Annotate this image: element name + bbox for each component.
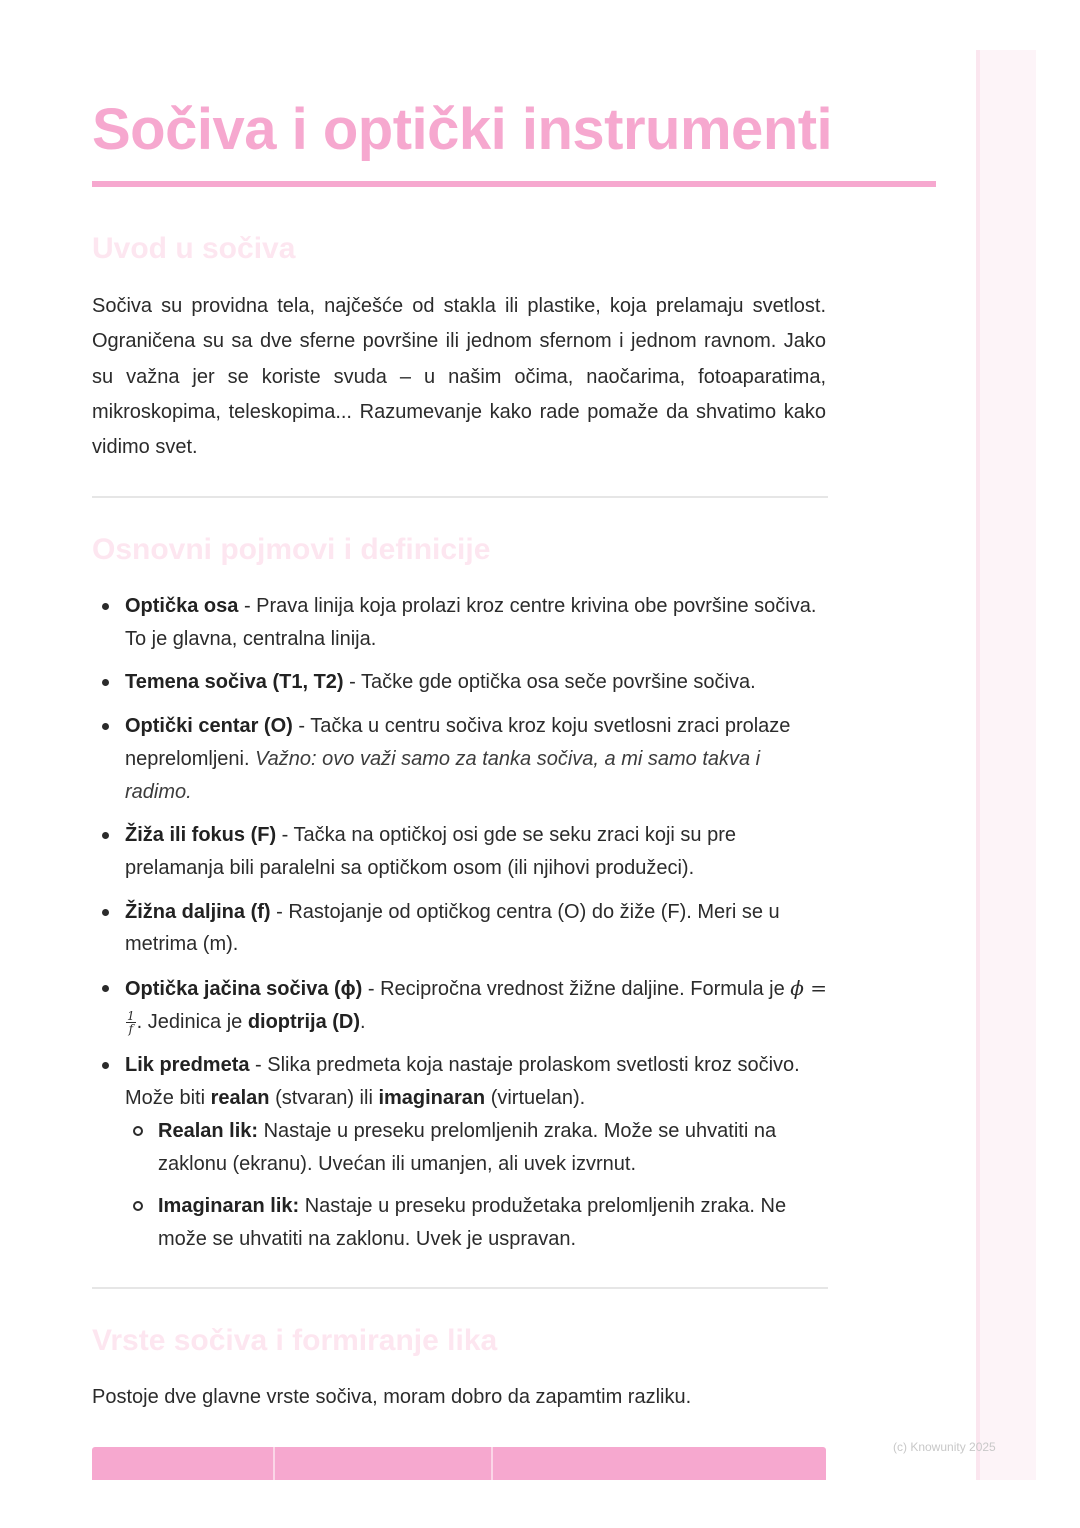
list-item bbox=[92, 1049, 832, 1255]
term-label: Temena sočiva (T1, T2) bbox=[125, 671, 344, 694]
bullet-icon bbox=[102, 985, 109, 992]
list-item bbox=[92, 896, 832, 961]
nested-list-item bbox=[125, 1190, 832, 1255]
formula-lhs: ϕ = bbox=[790, 976, 828, 1001]
subterm-label: Imaginaran lik: bbox=[158, 1195, 300, 1218]
section-divider bbox=[92, 1287, 828, 1289]
term-description-end: (virtuelan). bbox=[485, 1087, 586, 1110]
sentence-end: . bbox=[360, 1010, 366, 1033]
section-divider bbox=[92, 496, 828, 498]
term-label: Optička jačina sočiva (ϕ) bbox=[125, 978, 363, 1001]
term-description: - Slika predmeta koja nastaje prolaskom svetlosti kroz sočivo. Može biti bbox=[125, 1054, 800, 1110]
list-item bbox=[92, 819, 832, 884]
hollow-bullet-icon bbox=[133, 1126, 143, 1136]
intro-paragraph: Sočiva su providna tela, najčešće od stakla ili plastike, koja prelamaju svetlost. Ograničena su sa dve sferne površine ili jednom sfernom i jednom ravnom. Jako su važna jer se koriste svuda – u našim očima, naočarima, fotoaparatima, mikroskopima, teleskopima... Razumevanje kako rade pomaže da shvatimo kako vidimo svet. bbox=[92, 295, 826, 459]
bullet-icon bbox=[102, 909, 109, 916]
hollow-bullet-icon bbox=[133, 1201, 143, 1211]
definitions-list bbox=[92, 590, 832, 1267]
subterm-label: Realan lik: bbox=[158, 1119, 259, 1142]
term-description: - Tačke gde optička osa seče površine sočiva. bbox=[343, 671, 756, 694]
unit-label: dioptrija (D) bbox=[247, 1010, 361, 1033]
bullet-icon bbox=[102, 723, 109, 730]
term-description-cont: (stvaran) ili bbox=[269, 1087, 379, 1110]
term-description: - Tačka na optičkoj osi gde se seku zraci koji su pre prelamanja bili paralelni sa optičkom osom (ili njihovi produžeci). bbox=[125, 824, 736, 879]
term-note: Važno: ovo važi samo za tanka sočiva, a mi samo takva i radimo. bbox=[125, 747, 761, 803]
formula-trailing-text: . Jedinica je bbox=[136, 1010, 248, 1033]
term-label: Žiža ili fokus (F) bbox=[125, 824, 277, 847]
fraction-denominator: f bbox=[128, 1021, 134, 1036]
list-item bbox=[92, 710, 832, 808]
copyright-notice: (c) Knowunity 2025 bbox=[893, 1440, 996, 1454]
term-description: - Tačka u centru sočiva kroz koju svetlosni zraci prolaze neprelomljeni. bbox=[125, 715, 791, 770]
table-header-cell bbox=[92, 1447, 275, 1480]
term-description: - Prava linija koja prolazi kroz centre krivina obe površine sočiva. To je glavna, centralna linija. bbox=[125, 595, 817, 650]
term-label: Žižna daljina (f) bbox=[125, 900, 271, 923]
page-title: Sočiva i optički instrumenti bbox=[92, 97, 833, 162]
bullet-icon bbox=[102, 603, 109, 610]
term-description: - Rastojanje od optičkog centra (O) do žiže (F). Meri se u metrima (m). bbox=[125, 900, 780, 956]
bullet-icon bbox=[102, 1062, 109, 1069]
section-heading-basics: Osnovni pojmovi i definicije bbox=[92, 533, 491, 566]
types-paragraph: Postoje dve glavne vrste sočiva, moram dobro da zapamtim razliku. bbox=[92, 1386, 692, 1408]
side-margin-strip bbox=[976, 50, 1036, 1480]
title-underline bbox=[92, 181, 936, 187]
subterm-description: Nastaje u preseku produžetaka prelomljenih zraka. Ne može se uhvatiti na zaklonu. Uvek je uspravan. bbox=[158, 1195, 787, 1250]
fraction-numerator: 1 bbox=[127, 1008, 135, 1023]
term-label: Lik predmeta bbox=[125, 1054, 250, 1077]
term-description: - Recipročna vrednost žižne daljine. Formula je bbox=[362, 978, 791, 1001]
bullet-icon bbox=[102, 679, 109, 686]
list-item bbox=[92, 972, 832, 1038]
list-item bbox=[92, 666, 832, 699]
nested-list-item bbox=[125, 1115, 832, 1180]
emphasis-imaginaran: imaginaran bbox=[378, 1087, 486, 1110]
section-heading-intro: Uvod u sočiva bbox=[92, 232, 296, 265]
term-label: Optička osa bbox=[125, 595, 239, 617]
section-heading-types: Vrste sočiva i formiranje lika bbox=[92, 1324, 498, 1357]
term-label: Optički centar (O) bbox=[125, 715, 293, 738]
comparison-table-header bbox=[92, 1447, 826, 1480]
subterm-description: Nastaje u preseku prelomljenih zraka. Može se uhvatiti na zaklonu (ekranu). Uvećan ili umanjen, ali uvek izvrnut. bbox=[158, 1119, 777, 1175]
table-header-cell bbox=[275, 1447, 493, 1480]
formula-fraction bbox=[126, 1010, 136, 1035]
list-item bbox=[92, 590, 832, 655]
table-header-cell bbox=[493, 1447, 826, 1480]
bullet-icon bbox=[102, 832, 109, 839]
nested-list bbox=[125, 1115, 832, 1256]
emphasis-realan: realan bbox=[210, 1087, 270, 1110]
